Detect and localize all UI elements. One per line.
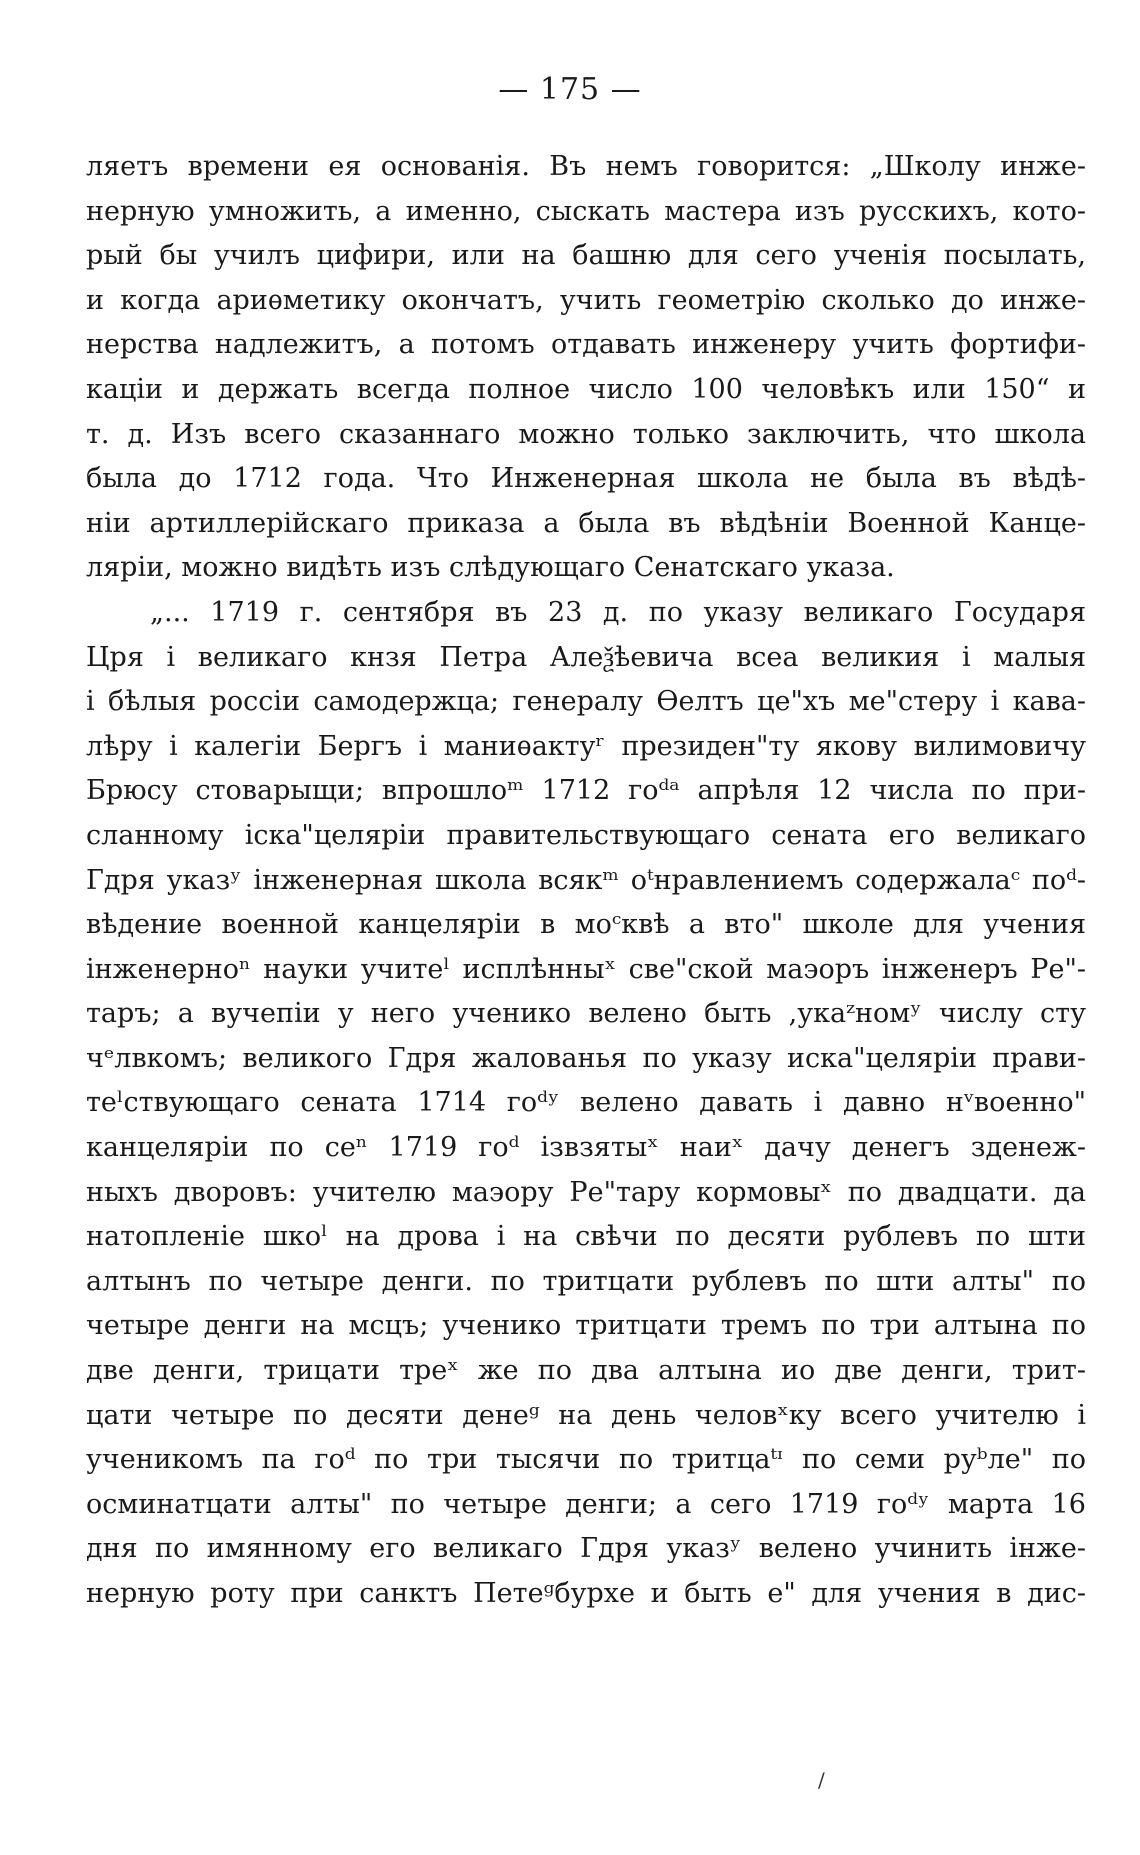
- text-line: четыре денги на мсцъ; ученико тритцати тремъ по три алтына по: [86, 1310, 1086, 1342]
- text-line: ляетъ времени ея основанія. Въ немъ говорится: „Школу инже-: [86, 151, 1086, 182]
- text-line: цати четыре по десяти денеᵍ на день человˣку всего учителю і: [86, 1399, 1086, 1431]
- text-line: Брюсу стоварыщи; впрошлоᵐ 1712 гоᵈᵃ апрѣля 12 числа по при-: [86, 775, 1086, 807]
- text-line: інженерноⁿ науки учитеˡ исплѣнныˣ све"ской маэоръ інженеръ Ре"-: [86, 953, 1086, 985]
- text-line: осминатцати алты" по четыре денги; а сего 1719 гоᵈʸ марта 16: [86, 1488, 1086, 1520]
- text-line: сланному іска"целяріи правительствующаго сената его великаго: [86, 819, 1086, 851]
- text-line: теˡствующаго сената 1714 гоᵈʸ велено давать і давно нᵛвоенно": [86, 1087, 1086, 1119]
- text-line: т. д. Изъ всего сказаннаго можно только заключить, что школа: [86, 418, 1086, 450]
- text-line: алтынъ по четыре денги. по тритцати рублевъ по шти алты" по: [86, 1265, 1086, 1297]
- text-line: нерную роту при санктъ Петеᵍбурхе и быть е" для учения в дис-: [86, 1578, 1086, 1609]
- text-line: ныхъ дворовъ: учителю маэору Ре"тару кормовыˣ по двадцати. да: [86, 1176, 1086, 1208]
- page-number: — 175 —: [498, 72, 642, 107]
- quote-start-line: „... 1719 г. сентября въ 23 д. по указу великаго Государя: [150, 596, 1086, 628]
- text-line: была до 1712 года. Что Инженерная школа не была въ вѣдѣ-: [86, 463, 1086, 495]
- stray-ink-mark: /: [818, 1768, 825, 1792]
- text-line: натопленіе шкоˡ на дрова і на свѣчи по десяти рублевъ по шти: [86, 1221, 1086, 1253]
- text-line: дня по имянному его великаго Гдря указʸ велено учинить інже-: [86, 1533, 1086, 1565]
- text-line: ніи артиллерійскаго приказа а была въ вѣдѣніи Военной Канце-: [86, 507, 1086, 539]
- text-line: ляріи, можно видѣть изъ слѣдующаго Сенатскаго указа.: [86, 552, 895, 584]
- text-line: канцеляріи по сеⁿ 1719 гоᵈ ізвзятыˣ наиˣ дачу денегъ зденеж-: [86, 1132, 1086, 1164]
- body-text: [86, 145, 1086, 1617]
- text-line: таръ; а вучепіи у него ученико велено быть ,укаᶻномʸ числу сту: [86, 998, 1086, 1030]
- text-line: і бѣлыя россіи самодержца; генералу Ѳелтъ це"хъ ме"стеру і кава-: [86, 686, 1086, 718]
- text-line: Цря і великаго кнзя Петра Алеѯѣевича всеа великия і малыя: [86, 641, 1086, 673]
- text-line: и когда ариѳметику окончатъ, учить геометрію сколько до инже-: [86, 284, 1086, 316]
- text-line: каціи и держать всегда полное число 100 человѣкъ или 150“ и: [86, 373, 1086, 405]
- text-line: ученикомъ па гоᵈ по три тысячи по тритцаᵗᶦ по семи руᵇле" по: [86, 1444, 1086, 1476]
- text-line: две денги, трицати треˣ же по два алтына ио две денги, трит-: [86, 1355, 1086, 1387]
- text-line: Гдря указʸ інженерная школа всякᵐ оᵗнравлениемъ содержалаᶜ поᵈ-: [86, 864, 1086, 896]
- text-line: нерства надлежитъ, а потомъ отдавать инженеру учить фортифи-: [86, 329, 1086, 361]
- text-line: нерную умножить, а именно, сыскать мастера изъ русскихъ, кото-: [86, 195, 1086, 227]
- text-line: вѣдение военной канцеляріи в моᶜквѣ а вто" школе для учения: [86, 909, 1086, 941]
- text-line: чᵉлвкомъ; великого Гдря жалованья по указу иска"целяріи прави-: [86, 1042, 1086, 1074]
- text-line: лѣру і калегіи Бергъ і маниѳактуʳ президен"ту якову вилимовичу: [86, 730, 1086, 762]
- text-line: рый бы училъ цифири, или на башню для сего ученія посылать,: [86, 240, 1086, 272]
